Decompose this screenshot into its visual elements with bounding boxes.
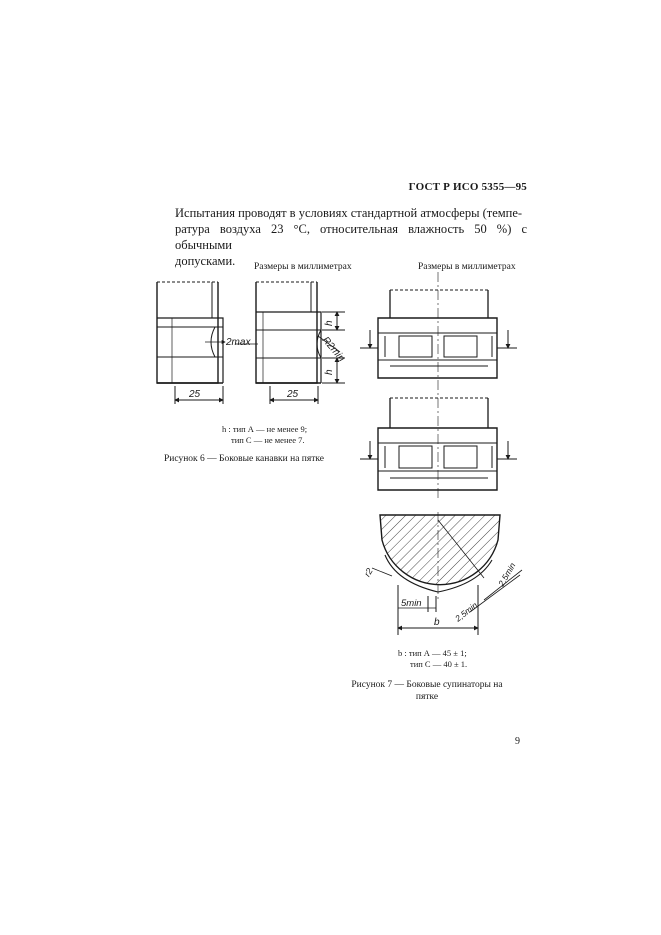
dim-25-right: 25 <box>287 389 299 400</box>
fig6-caption: Рисунок 6 — Боковые канавки на пятке <box>164 454 325 464</box>
fig6-note <box>222 424 307 446</box>
units-label-fig7: Размеры в миллиметрах <box>418 262 516 272</box>
intro-line-1: Испытания проводят в условиях стандартной атмосферы (темпе- <box>175 206 523 220</box>
label-5min: 5min <box>401 598 422 609</box>
label-2-5min-a: 2,5min <box>453 599 480 624</box>
label-b: b <box>434 617 440 628</box>
label-r2: r2 <box>362 566 375 579</box>
fig7-heel-section <box>372 512 522 635</box>
fig6-note-line-1: h : тип А — не менее 9; <box>222 424 308 434</box>
fig7-top-view <box>360 272 517 500</box>
label-h-bottom: h <box>324 369 335 375</box>
fig7-caption-line-2: пятке <box>415 692 439 702</box>
label-2-5min-b: 2,5min <box>496 560 518 588</box>
label-r2min: R2min <box>319 334 347 365</box>
document-header: ГОСТ Р ИСО 5355—95 <box>408 181 527 193</box>
intro-line-3: допусками. <box>175 254 236 268</box>
label-h-top: h <box>324 320 335 326</box>
dim-25-left: 25 <box>189 389 201 400</box>
page-number: 9 <box>515 736 520 747</box>
fig7-note-line-2: тип С — 40 ± 1. <box>410 659 468 669</box>
fig7-note-line-1: b : тип А — 45 ± 1; <box>398 648 467 658</box>
fig6-note-line-2: тип С — не менее 7. <box>231 435 305 445</box>
fig7-middle-view <box>360 398 517 490</box>
fig7-caption-line-1: Рисунок 7 — Боковые супинаторы на <box>351 680 503 690</box>
fig7-caption <box>327 679 527 703</box>
intro-line-2: ратура воздуха 23 °С, относительная влажность 50 %) с обычными <box>175 222 527 252</box>
units-label-fig6: Размеры в миллиметрах <box>254 262 352 272</box>
label-2max: 2max <box>226 337 251 348</box>
fig7-note <box>398 648 467 670</box>
